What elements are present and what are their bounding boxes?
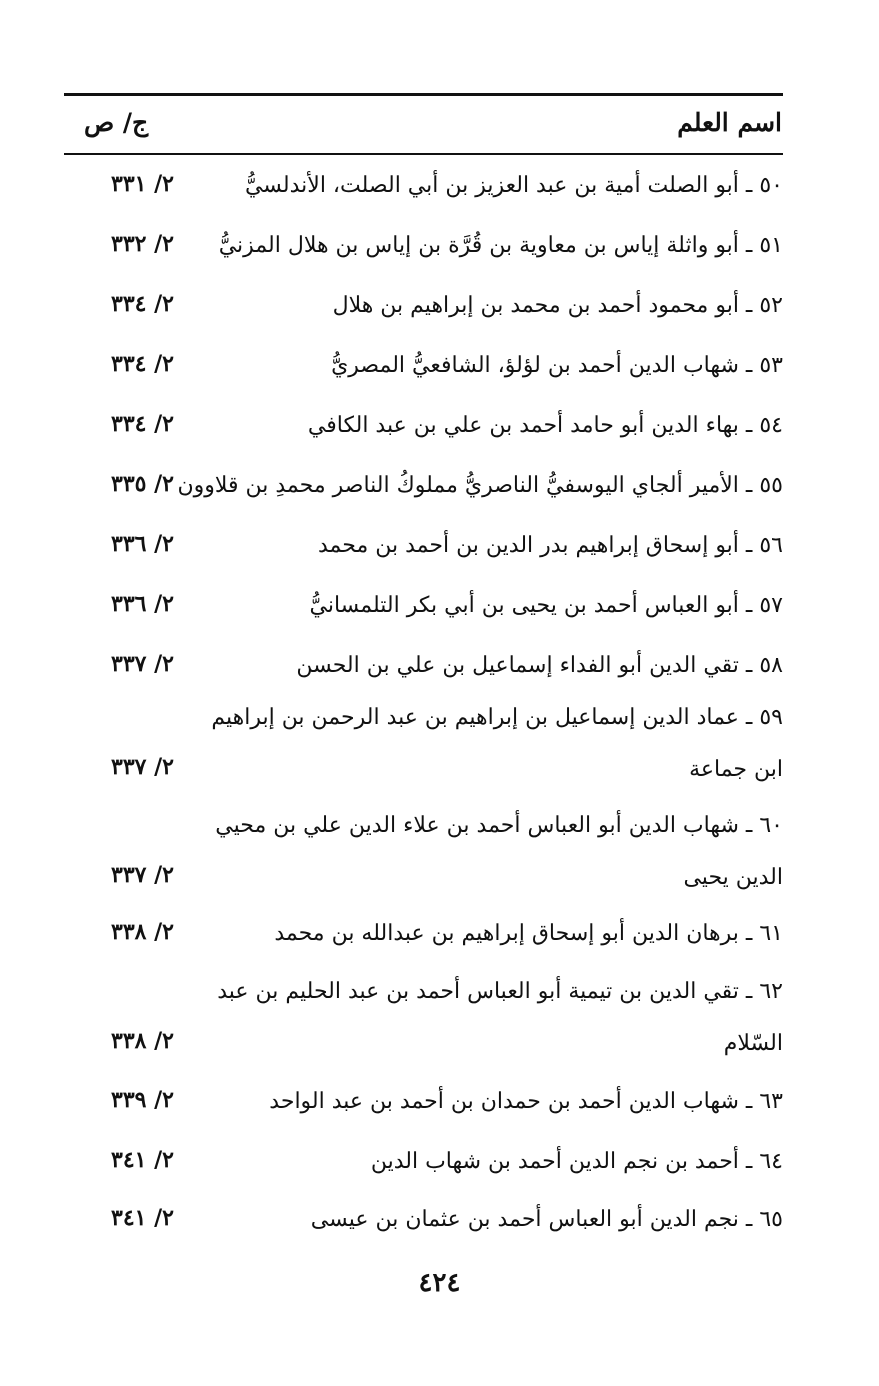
- entry-reference: ٢/ ٣٣٥: [111, 471, 174, 497]
- entry-name: ٦٤ ـ أحمد بن نجم الدين أحمد بن شهاب الدين: [370, 1149, 783, 1174]
- reference-column-header: ج/ ص: [84, 108, 149, 137]
- entry-reference: ٢/ ٣٣٤: [111, 351, 174, 377]
- entry-reference: ٢/ ٣٣٨: [111, 919, 174, 945]
- entry-name: ٥٥ ـ الأمير ألجاي اليوسفيُّ الناصريُّ مملوكُ الناصر محمدِ بن قلاوون: [177, 473, 783, 498]
- index-entry: [64, 966, 783, 1070]
- index-entry: [64, 216, 783, 276]
- entry-reference: ٢/ ٣٤١: [111, 1205, 174, 1231]
- name-column-header: اسم العلم: [677, 108, 782, 137]
- index-entry: [64, 336, 783, 396]
- entry-reference: ٢/ ٣٣٤: [111, 411, 174, 437]
- entry-reference: ٢/ ٣٣٧: [111, 754, 174, 780]
- entry-name: ٥٢ ـ أبو محمود أحمد بن محمد بن إبراهيم بن هلال: [332, 293, 783, 318]
- index-entry: [64, 1132, 783, 1192]
- entry-name: ٥٩ ـ عماد الدين إسماعيل بن إبراهيم بن عبد الرحمن بن إبراهيم ابن جماعة: [211, 705, 783, 782]
- entry-reference: ٢/ ٣٣٧: [111, 651, 174, 677]
- entry-reference: ٢/ ٣٣٦: [111, 591, 174, 617]
- index-entry: [64, 692, 783, 796]
- index-entry: [64, 636, 783, 696]
- header-rule: [64, 153, 783, 155]
- entry-name: ٥١ ـ أبو واثلة إياس بن معاوية بن قُرَّة بن إياس بن هلال المزنيُّ: [218, 233, 783, 258]
- entry-reference: ٢/ ٣٣٦: [111, 531, 174, 557]
- entry-reference: ٢/ ٣٣٢: [111, 231, 174, 257]
- entry-reference: ٢/ ٣٣١: [111, 171, 174, 197]
- index-entry: [64, 576, 783, 636]
- entry-name: ٥٧ ـ أبو العباس أحمد بن يحيى بن أبي بكر التلمسانيُّ: [309, 593, 783, 618]
- page-number: ٤٢٤: [418, 1268, 461, 1298]
- index-entry: [64, 1072, 783, 1132]
- entry-reference: ٢/ ٣٣٤: [111, 291, 174, 317]
- entry-name: ٥٦ ـ أبو إسحاق إبراهيم بدر الدين بن أحمد بن محمد: [317, 533, 783, 558]
- index-entry: [64, 1190, 783, 1250]
- entry-name: ٦٣ ـ شهاب الدين أحمد بن حمدان بن أحمد بن عبد الواحد: [269, 1089, 783, 1114]
- top-rule: [64, 93, 783, 96]
- entry-name: ٦٢ ـ تقي الدين بن تيمية أبو العباس أحمد بن عبد الحليم بن عبد السّلام: [217, 979, 783, 1056]
- index-entry: [64, 516, 783, 576]
- entry-reference: ٢/ ٣٤١: [111, 1147, 174, 1173]
- entry-name: ٥٣ ـ شهاب الدين أحمد بن لؤلؤ، الشافعيُّ المصريُّ: [331, 353, 783, 378]
- entry-reference: ٢/ ٣٣٩: [111, 1087, 174, 1113]
- entry-reference: ٢/ ٣٣٨: [111, 1028, 174, 1054]
- entry-name: ٦٥ ـ نجم الدين أبو العباس أحمد بن عثمان بن عيسى: [310, 1207, 783, 1232]
- index-entry: [64, 800, 783, 904]
- index-entry: [64, 396, 783, 456]
- entry-reference: ٢/ ٣٣٧: [111, 862, 174, 888]
- entry-name: ٥٠ ـ أبو الصلت أمية بن عبد العزيز بن أبي الصلت، الأندلسيُّ: [244, 173, 783, 198]
- index-entry: [64, 156, 783, 216]
- entry-name: ٥٨ ـ تقي الدين أبو الفداء إسماعيل بن علي بن الحسن: [296, 653, 783, 678]
- entry-name: ٦٠ ـ شهاب الدين أبو العباس أحمد بن علاء الدين علي بن محيي الدين يحيى: [215, 813, 783, 890]
- entry-name: ٦١ ـ برهان الدين أبو إسحاق إبراهيم بن عبدالله بن محمد: [274, 921, 783, 946]
- index-entry: [64, 456, 783, 516]
- index-entry: [64, 904, 783, 964]
- entry-name: ٥٤ ـ بهاء الدين أبو حامد أحمد بن علي بن عبد الكافي: [307, 413, 783, 438]
- index-entry: [64, 276, 783, 336]
